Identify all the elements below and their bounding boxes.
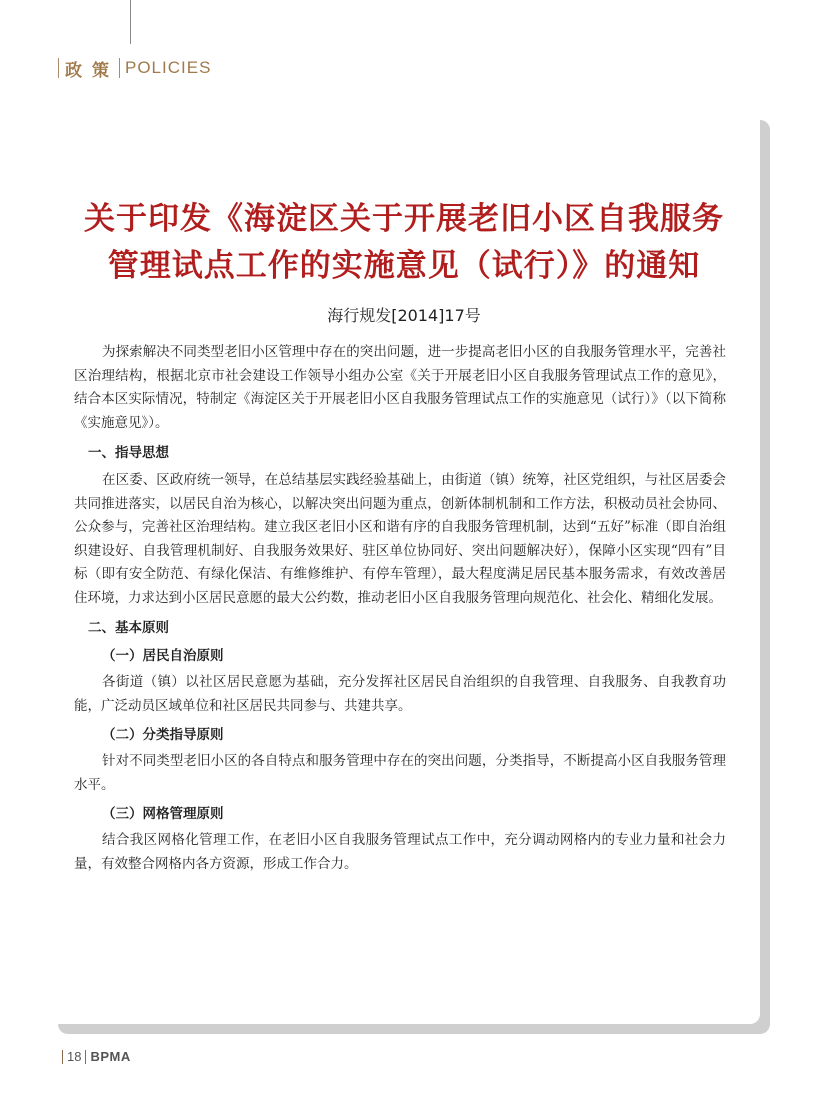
top-rule [130,0,131,44]
section-title-en: POLICIES [125,58,212,77]
article-body [48,341,760,876]
section-2-heading: 二、基本原则 [88,620,169,636]
footer-brand: BPMA [90,1049,131,1064]
title-line-1: 关于印发《海淀区关于开展老旧小区自我服务 [84,201,724,237]
footer-bar-mid [85,1050,86,1064]
subsection-3-heading: （三）网格管理原则 [102,806,224,822]
subsection-1-paragraph: 各街道（镇）以社区居民意愿为基础，充分发挥社区居民自治组织的自我管理、自我服务、自我教育功能，广泛动员区域单位和社区居民共同参与、共建共享。 [74,674,726,714]
section-title-cn: 政策 [65,60,119,81]
title-line-2: 管理试点工作的实施意见（试行）》的通知 [107,248,701,284]
section-header [58,56,211,80]
article-title [48,196,760,290]
page-number: 18 [67,1049,82,1064]
subsection-2-heading: （二）分类指导原则 [102,727,224,743]
article-card [48,110,760,1024]
page-footer [58,1049,131,1064]
subsection-1-heading: （一）居民自治原则 [102,648,224,664]
footer-bar-left [62,1050,63,1064]
subsection-3-paragraph: 结合我区网格化管理工作，在老旧小区自我服务管理试点工作中，充分调动网格内的专业力量和社会力量，有效整合网格内各方资源，形成工作合力。 [74,832,726,872]
section-1-heading: 一、指导思想 [88,445,169,461]
intro-paragraph: 为探索解决不同类型老旧小区管理中存在的突出问题，进一步提高老旧小区的自我服务管理水平，完善社区治理结构，根据北京市社会建设工作领导小组办公室《关于开展老旧小区自我服务管理试点工作的意见》，结合本区实际情况，特制定《海淀区关于开展老旧小区自我服务管理试点工作的实施意见（试行）》（以下简称《实施意见》）。 [74,344,726,431]
document-number: 海行规发[2014]17号 [327,306,481,325]
section-1-paragraph: 在区委、区政府统一领导，在总结基层实践经验基础上，由街道（镇）统筹，社区党组织，与社区居委会共同推进落实，以居民自治为核心，以解决突出问题为重点，创新体制机制和工作方法，积极动员社会协同、公众参与，完善社区治理结构。建立我区老旧小区和谐有序的自我服务管理机制，达到“五好”标准（即自治组织建设好、自我管理机制好、自我服务效果好、驻区单位协同好、突出问题解决好），保障小区实现“四有”目标（即有安全防范、有绿化保洁、有维修维护、有停车管理），最大程度满足居民基本服务需求，有效改善居住环境，力求达到小区居民意愿的最大公约数，推动老旧小区自我服务管理向规范化、社会化、精细化发展。 [74,472,726,606]
subsection-2-paragraph: 针对不同类型老旧小区的各自特点和服务管理中存在的突出问题，分类指导，不断提高小区自我服务管理水平。 [74,753,726,793]
